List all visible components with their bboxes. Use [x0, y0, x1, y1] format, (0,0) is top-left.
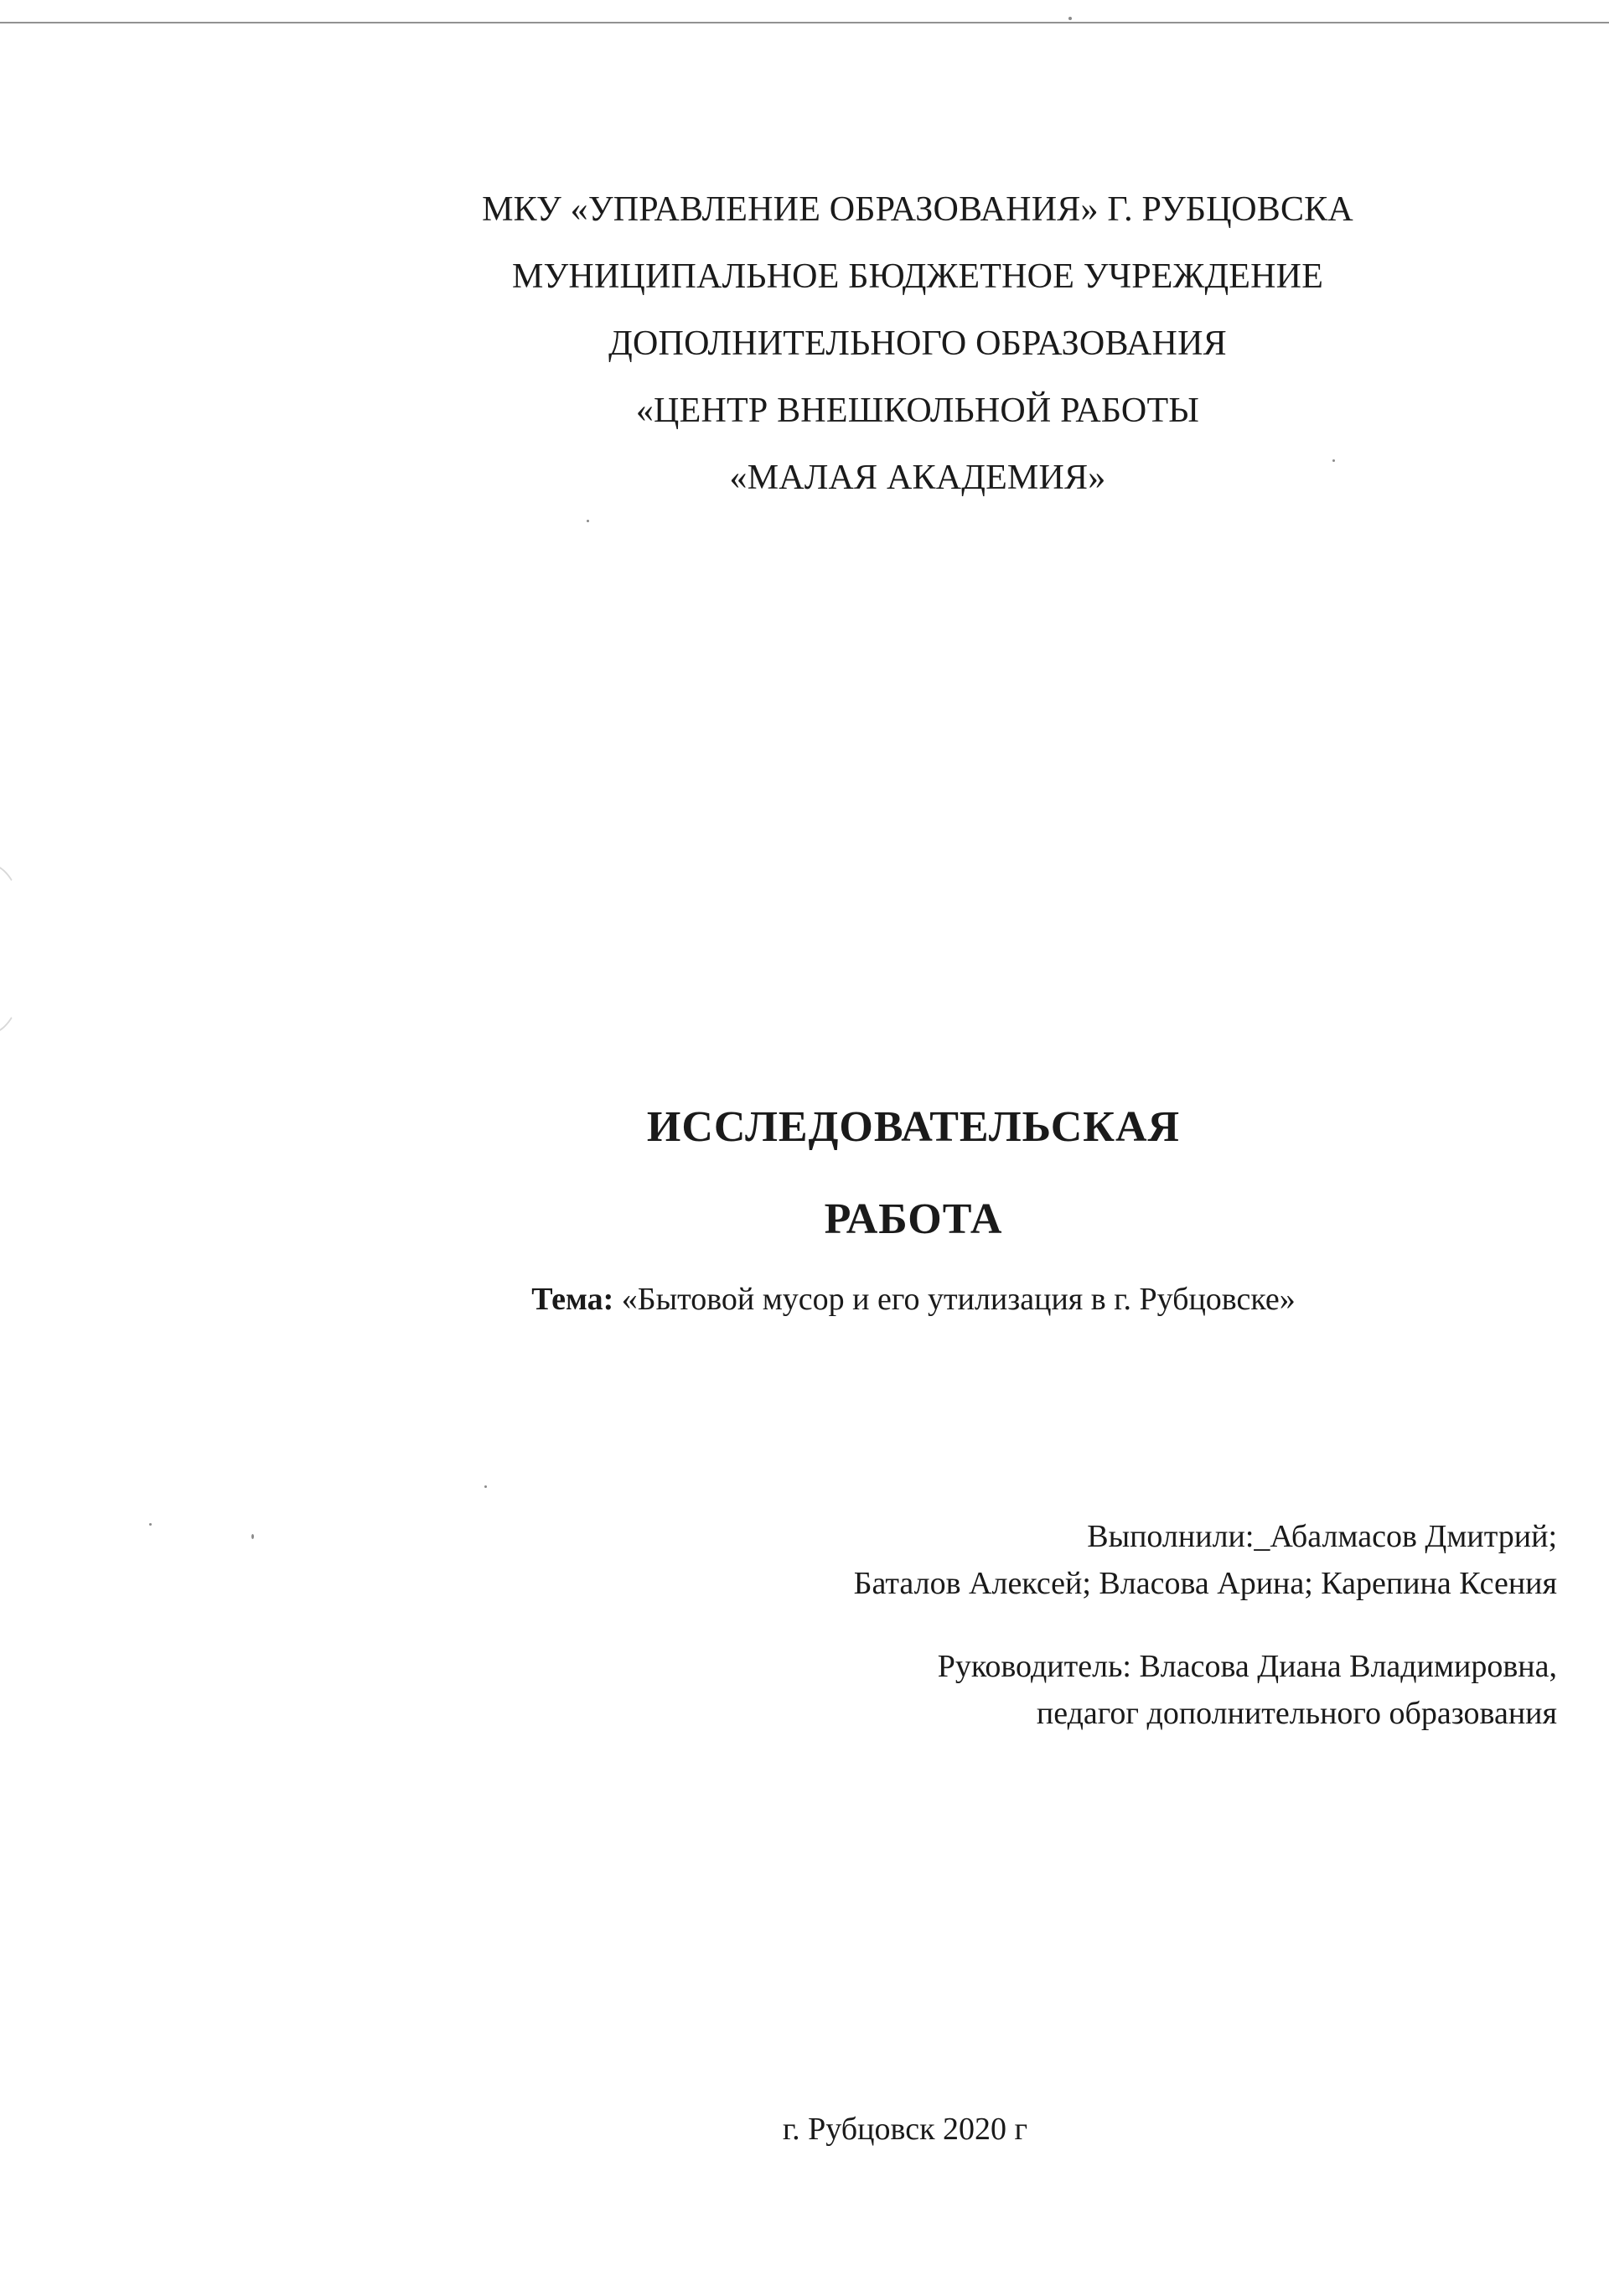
header-line-ministry: МКУ «УПРАВЛЕНИЕ ОБРАЗОВАНИЯ» Г. РУБЦОВСКА — [482, 190, 1353, 229]
header-line-institution-type: МУНИЦИПАЛЬНОЕ БЮДЖЕТНОЕ УЧРЕЖДЕНИЕ — [511, 257, 1324, 296]
scan-speck — [1068, 17, 1072, 20]
authors-line-1: Выполнили:_Абалмасов Дмитрий; — [1087, 1519, 1557, 1554]
institution-header — [318, 176, 1517, 511]
header-line-center: «ЦЕНТР ВНЕШКОЛЬНОЙ РАБОТЫ — [635, 391, 1200, 430]
place-and-year: г. Рубцовск 2020 г — [782, 2112, 1028, 2147]
authors-block — [551, 1513, 1557, 1607]
supervisor-name: Руководитель: Власова Диана Владимировна, — [937, 1649, 1557, 1684]
topic-label: Тема: — [531, 1282, 614, 1317]
topic-text: «Бытовой мусор и его утилизация в г. Рубцовске» — [621, 1282, 1296, 1317]
title-line-work: РАБОТА — [824, 1195, 1003, 1243]
scan-speck — [587, 520, 589, 522]
header-line-education: ДОПОЛНИТЕЛЬНОГО ОБРАЗОВАНИЯ — [608, 324, 1227, 363]
topic-line — [335, 1274, 1492, 1324]
scan-edge-artifact — [0, 863, 28, 1034]
scan-speck — [484, 1485, 487, 1488]
title-line-research: ИССЛЕДОВАТЕЛЬСКАЯ — [646, 1103, 1181, 1151]
scan-speck — [149, 1523, 152, 1526]
authors-line-2: Баталов Алексей; Власова Арина; Карепина Ксения — [853, 1566, 1557, 1601]
supervisor-block — [551, 1643, 1557, 1737]
document-title — [411, 1081, 1416, 1266]
supervisor-position: педагог дополнительного образования — [1036, 1696, 1557, 1731]
header-line-academy: «МАЛАЯ АКАДЕМИЯ» — [729, 459, 1106, 497]
scan-speck — [251, 1534, 254, 1539]
scan-border-line — [0, 22, 1609, 23]
